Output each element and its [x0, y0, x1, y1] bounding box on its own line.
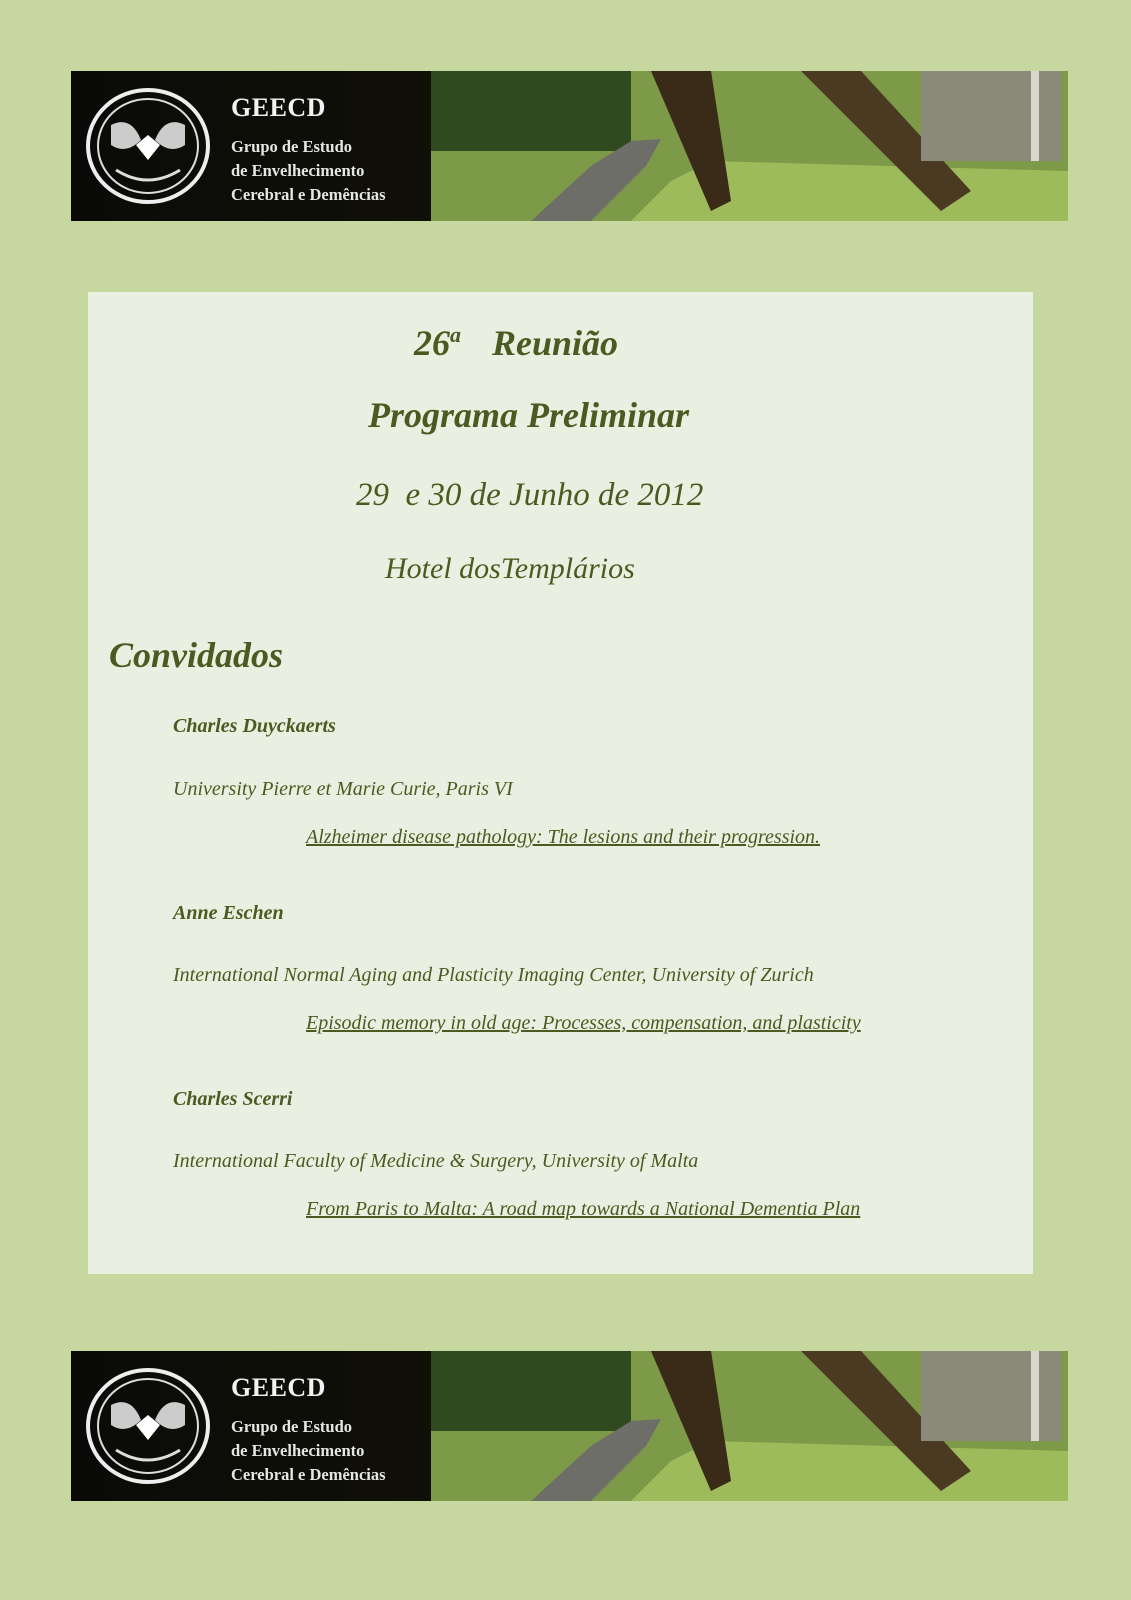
banner-line-2: de Envelhecimento [231, 161, 365, 180]
banner-line-1: Grupo de Estudo [231, 137, 353, 156]
banner-line-1: Grupo de Estudo [231, 1417, 353, 1436]
speaker-affiliation: International Normal Aging and Plasticity Imaging Center, University of Zurich [173, 964, 814, 986]
park-path-photo [71, 71, 1068, 221]
program-title: Programa Preliminar [368, 395, 690, 435]
banner-acronym: GEECD [231, 93, 326, 122]
park-path-photo [71, 1351, 1068, 1501]
speaker-talk-title: Alzheimer disease pathology: The lesions and their progression. [306, 826, 821, 848]
speaker-affiliation: International Faculty of Medicine & Surgery, University of Malta [173, 1150, 699, 1172]
speaker-talk-title: From Paris to Malta: A road map towards a National Dementia Plan [306, 1198, 861, 1220]
banner-line-3: Cerebral e Demências [231, 1465, 386, 1484]
speaker-affiliation: University Pierre et Marie Curie, Paris VI [173, 778, 513, 800]
speaker-name: Anne Eschen [173, 902, 284, 924]
meeting-number-suffix: a [450, 322, 461, 347]
footer-banner [71, 1351, 1068, 1501]
event-venue: Hotel dosTemplários [385, 552, 635, 585]
speaker-talk-title: Episodic memory in old age: Processes, compensation, and plasticity [306, 1012, 861, 1034]
brain-scan-logo [81, 85, 215, 207]
banner-acronym: GEECD [231, 1373, 326, 1402]
banner-line-2: de Envelhecimento [231, 1441, 365, 1460]
header-banner [71, 71, 1068, 221]
program-panel [88, 292, 1033, 1274]
meeting-number: 26 [414, 323, 450, 363]
meeting-word: Reunião [492, 323, 619, 363]
banner-line-3: Cerebral e Demências [231, 185, 386, 204]
speaker-name: Charles Duyckaerts [173, 715, 336, 737]
speaker-name: Charles Scerri [173, 1088, 293, 1110]
guests-heading: Convidados [109, 635, 284, 675]
meeting-title [414, 322, 1131, 364]
brain-scan-logo [81, 1365, 215, 1487]
event-dates: 29 e 30 de Junho de 2012 [356, 477, 704, 513]
